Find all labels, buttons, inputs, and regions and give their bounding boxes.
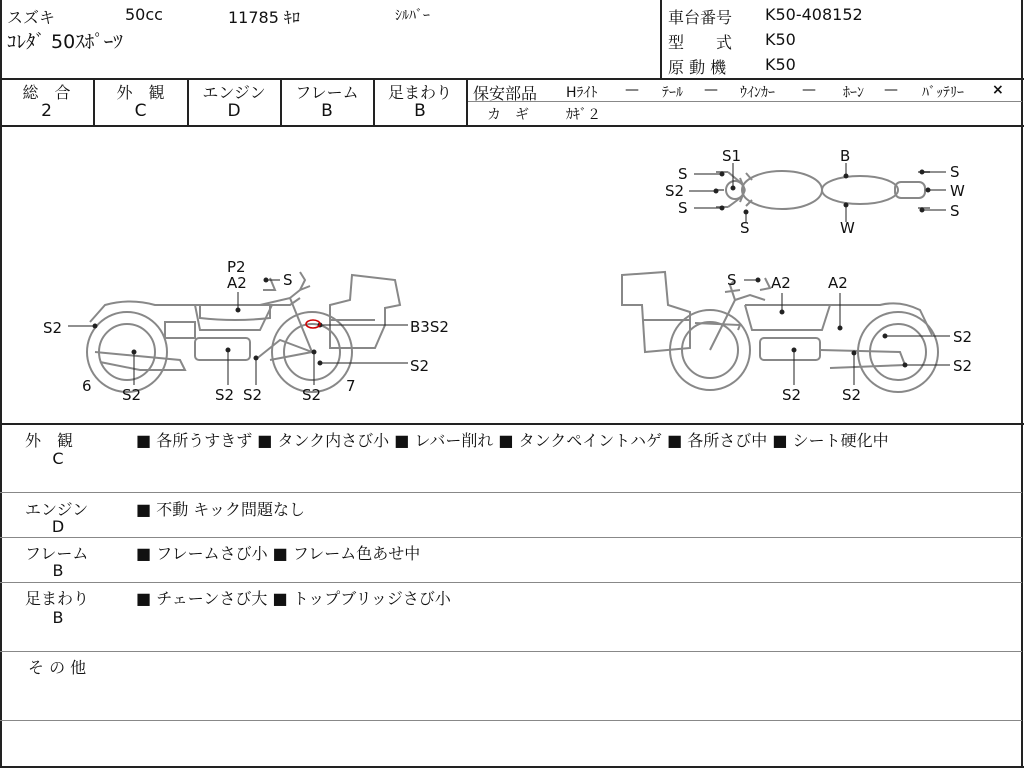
diagram-bottom-line — [0, 423, 1024, 425]
mileage: 11785 ｷﾛ — [228, 8, 300, 27]
label-s2-right-r1: S2 — [953, 328, 973, 346]
grade-total-value: 2 — [41, 101, 52, 121]
safety-winker: ｳｲﾝｶｰ — [740, 85, 775, 101]
grade-frame-value: B — [321, 101, 333, 121]
grade-frame-label: フレーム — [295, 83, 359, 102]
remark-exterior-text: ■ 各所うすきず ■ タンク内さび小 ■ レバー削れ ■ タンクペイントハゲ ■ 各所さび中 ■ シート硬化中 — [136, 431, 889, 450]
label-s2-b-left: S2 — [215, 386, 235, 404]
grade-col-5 — [466, 78, 468, 125]
safety-winker-mark: — — [802, 82, 816, 98]
label-s2-d-left: S2 — [302, 386, 322, 404]
remark-other-label: そ の 他 — [28, 658, 87, 677]
grade-exterior-value: C — [134, 101, 147, 121]
remark-line-3 — [0, 582, 1022, 583]
label-s2-right-b: S2 — [842, 386, 862, 404]
safety-headlight: Hﾗｲﾄ — [566, 85, 598, 101]
grade-suspension-label: 足まわり — [387, 83, 452, 102]
remark-engine-grade: D — [51, 517, 65, 536]
engine-label: 原 動 機 — [668, 58, 727, 77]
label-b-top: B — [840, 147, 851, 165]
grade-suspension-value: B — [414, 101, 426, 121]
remark-line-2 — [0, 537, 1022, 538]
safety-battery: ﾊﾞｯﾃﾘｰ — [922, 85, 964, 101]
label-s-top-b: S — [740, 219, 750, 237]
label-s-right: S — [727, 271, 737, 289]
key-label: カ ギ — [487, 107, 529, 123]
grade-engine-label: エンジン — [202, 83, 266, 102]
grade-total-label: 総 合 — [22, 83, 71, 102]
label-a2-right-a: A2 — [771, 274, 791, 292]
label-s2-right-a: S2 — [782, 386, 802, 404]
label-a2-right-b: A2 — [828, 274, 848, 292]
label-s-top-r2: S — [950, 202, 960, 220]
label-b3s2: B3S2 — [410, 318, 449, 336]
label-w-top-b: W — [840, 219, 855, 237]
label-s-top-l1: S — [678, 165, 688, 183]
header-divider — [660, 0, 662, 78]
remark-engine-label: エンジン — [25, 500, 89, 519]
engine-value: K50 — [765, 55, 796, 74]
remark-line-4 — [0, 651, 1022, 652]
top-view-bike — [716, 171, 930, 209]
label-w-top-r: W — [950, 182, 965, 200]
label-s-top-l2: S — [678, 199, 688, 217]
remark-frame-grade: B — [52, 561, 64, 580]
safety-horn: ﾎｰﾝ — [843, 85, 864, 101]
remark-engine-text: ■ 不動 キック問題なし — [136, 500, 305, 519]
safety-horn-mark: — — [884, 82, 898, 98]
label-a2-left: A2 — [227, 274, 247, 292]
label-s2-top-l: S2 — [665, 182, 685, 200]
remark-line-1 — [0, 492, 1022, 493]
remark-frame-label: フレーム — [25, 544, 89, 563]
label-s2-right-r2: S2 — [953, 357, 973, 375]
top-view-labels — [665, 147, 965, 237]
grade-engine-value: D — [227, 101, 241, 121]
label-s-top-r1: S — [950, 163, 960, 181]
safety-taillight-mark: — — [704, 82, 718, 98]
label-s-left: S — [283, 271, 293, 289]
remark-exterior-grade: C — [52, 449, 64, 468]
model-name: ｺﾚﾀﾞ 50ｽﾎﾟｰﾂ — [7, 31, 123, 53]
color: ｼﾙﾊﾞｰ — [395, 8, 430, 24]
remark-suspension-label: 足まわり — [25, 589, 90, 608]
safety-battery-mark: × — [992, 82, 1004, 98]
remark-suspension-text: ■ チェーンさび大 ■ トップブリッジさび小 — [136, 589, 451, 608]
grade-exterior-label: 外 観 — [116, 83, 165, 102]
label-s1-top: S1 — [722, 147, 742, 165]
remark-exterior-label: 外 観 — [25, 431, 74, 450]
label-p2: P2 — [227, 258, 246, 276]
type-label: 型 式 — [668, 33, 733, 52]
key-value: ｶｷﾞ２ — [566, 107, 601, 123]
label-seven: 7 — [346, 377, 356, 395]
label-s2-c-left: S2 — [243, 386, 263, 404]
remark-suspension-grade: B — [52, 608, 64, 627]
safety-label: 保安部品 — [473, 84, 538, 103]
remark-line-5 — [0, 720, 1022, 721]
frame-no: K50-408152 — [765, 5, 863, 24]
frame-no-label: 車台番号 — [668, 8, 733, 27]
maker: スズキ — [7, 8, 56, 27]
safety-taillight: ﾃｰﾙ — [662, 85, 683, 101]
label-s2-right-left: S2 — [410, 357, 430, 375]
type-value: K50 — [765, 30, 796, 49]
label-s2-front-left: S2 — [43, 319, 63, 337]
damage-diagram — [0, 126, 1022, 423]
remark-frame-text: ■ フレームさび小 ■ フレーム色あせ中 — [136, 544, 421, 563]
label-six: 6 — [82, 377, 92, 395]
label-s2-a-left: S2 — [122, 386, 142, 404]
safety-headlight-mark: — — [625, 82, 639, 98]
displacement: 50cc — [125, 5, 163, 24]
